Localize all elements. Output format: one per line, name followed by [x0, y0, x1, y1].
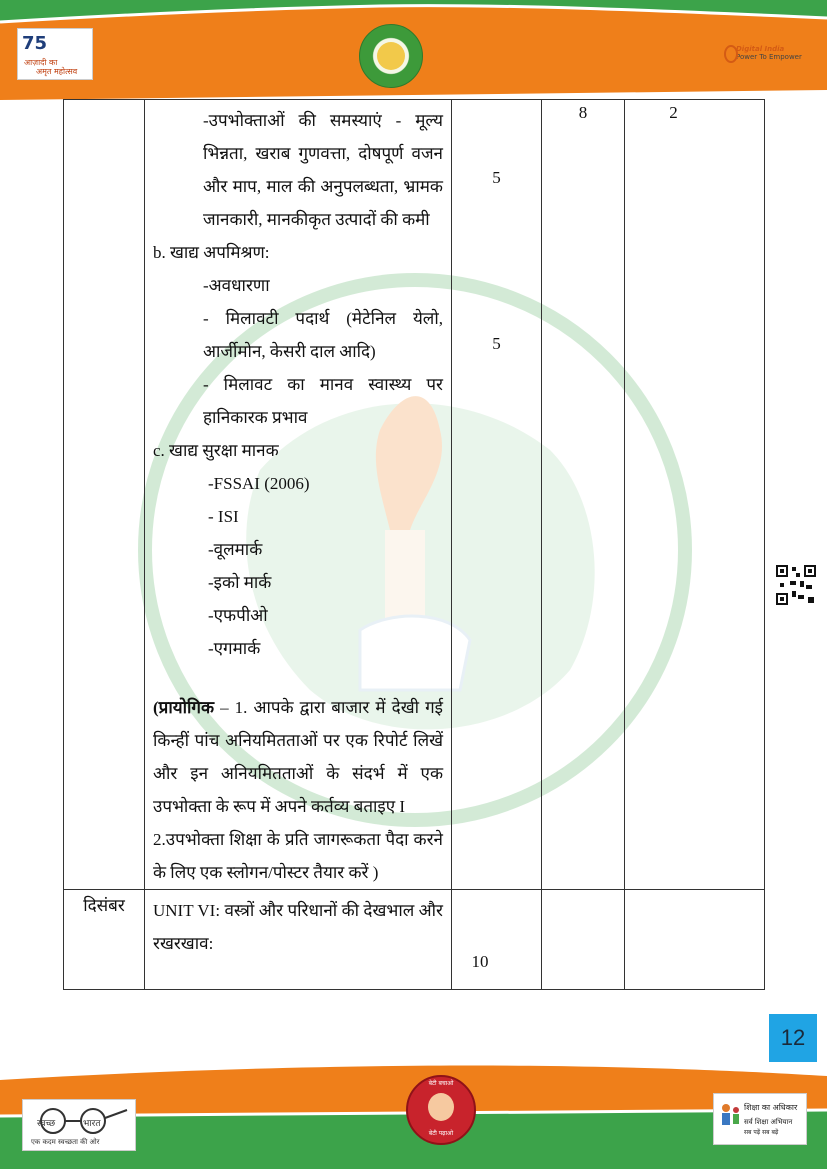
- beti-bachao-text: बेटी बचाओ: [428, 1080, 454, 1087]
- practical-task-2: 2.उपभोक्ता शिक्षा के प्रति जागरूकता पैदा करने के लिए एक स्लोगन/पोस्टर तैयार करें ): [153, 830, 443, 882]
- practical-task-1: – 1. आपके द्वारा बाजार में देखी गई किन्हीं पांच अनियमितताओं पर एक रिपोर्ट लिखें और इन अनियमितताओं के संदर्भ में एक उपभोक्ता के रूप में अपने कर्तव्य बताइए I: [153, 698, 443, 816]
- swachh-bharat-logo: [22, 1099, 136, 1151]
- practical-label: (प्रायोगिक: [153, 698, 215, 717]
- girl-face-icon: [428, 1093, 454, 1121]
- marks-cell: [452, 890, 542, 990]
- unit-title: UNIT VI: वस्त्रों और परिधानों की देखभाल और रखरखाव:: [153, 901, 443, 953]
- digital-india-title: Digital India: [736, 45, 785, 53]
- list-item: - ISI: [208, 507, 239, 526]
- bharat-word: भारत: [83, 1119, 101, 1129]
- digital-india-tagline: Power To Empower: [736, 53, 802, 61]
- list-item: -अवधारणा: [203, 276, 270, 295]
- beti-padhao-text: बेटी पढ़ाओ: [428, 1130, 454, 1137]
- practical-periods-cell: 2: [625, 100, 765, 890]
- rte-logo: [713, 1093, 807, 1145]
- table-row: [64, 100, 765, 890]
- content-cell: [145, 100, 452, 890]
- swachh-tagline: एक कदम स्वच्छता की ओर: [31, 1138, 100, 1146]
- marks-value: 5: [492, 334, 501, 353]
- table-row: [64, 890, 765, 990]
- azadi-logo: [17, 28, 93, 80]
- month-cell: [64, 890, 145, 990]
- list-item: -FSSAI (2006): [208, 474, 310, 493]
- consumer-problems-text: -उपभोक्ताओं की समस्याएं - मूल्य भिन्नता, खराब गुणवत्ता, दोषपूर्ण वजन और माप, माल की अनुपलब्धता, भ्रामक जानकारी, मानकीकृत उत्पादों की कमी: [203, 111, 443, 229]
- list-item: -वूलमार्क: [208, 540, 263, 559]
- syllabus-table: [63, 99, 765, 990]
- content-cell: [145, 890, 452, 990]
- list-item: -एगमार्क: [208, 639, 261, 658]
- qr-code-icon[interactable]: [776, 565, 816, 605]
- beti-bachao-logo: [406, 1075, 476, 1145]
- marks-cell: [452, 100, 542, 890]
- swachh-word: स्वच्छ: [37, 1119, 56, 1129]
- children-reading-icon: [718, 1102, 742, 1132]
- practical-periods-cell: [625, 890, 765, 990]
- board-seal-logo: [359, 24, 423, 88]
- month-label: दिसंबर: [83, 896, 125, 915]
- periods-cell: [542, 890, 625, 990]
- practical-text: [153, 691, 443, 823]
- digital-india-icon: [724, 45, 738, 63]
- rte-line2: सर्व शिक्षा अभियान: [744, 1118, 793, 1126]
- seal-torch-icon: [377, 42, 405, 70]
- list-item: - मिलावट का मानव स्वास्थ्य पर हानिकारक प्रभाव: [203, 375, 443, 427]
- rte-title: शिक्षा का अधिकार: [744, 1103, 798, 1112]
- list-item: -इको मार्क: [208, 573, 272, 592]
- periods-cell: 8: [542, 100, 625, 890]
- list-item: - मिलावटी पदार्थ (मेटेनिल येलो, आर्जीमोन, केसरी दाल आदि): [203, 309, 443, 361]
- azadi-line1: आज़ादी का: [24, 58, 58, 67]
- list-item: -एफपीओ: [208, 606, 268, 625]
- food-safety-heading: c. खाद्य सुरक्षा मानक: [153, 441, 279, 460]
- adulteration-heading: b. खाद्य अपमिश्रण:: [153, 243, 270, 262]
- digital-india-logo: [736, 45, 802, 61]
- azadi-number: 75: [22, 33, 48, 54]
- azadi-line2: अमृत महोत्सव: [36, 67, 78, 76]
- rte-line3: सब पढ़ें सब बढ़ें: [744, 1129, 779, 1136]
- month-cell: [64, 100, 145, 890]
- page-number: 12: [769, 1014, 817, 1062]
- marks-value: 10: [471, 952, 489, 971]
- marks-value: 5: [492, 168, 501, 187]
